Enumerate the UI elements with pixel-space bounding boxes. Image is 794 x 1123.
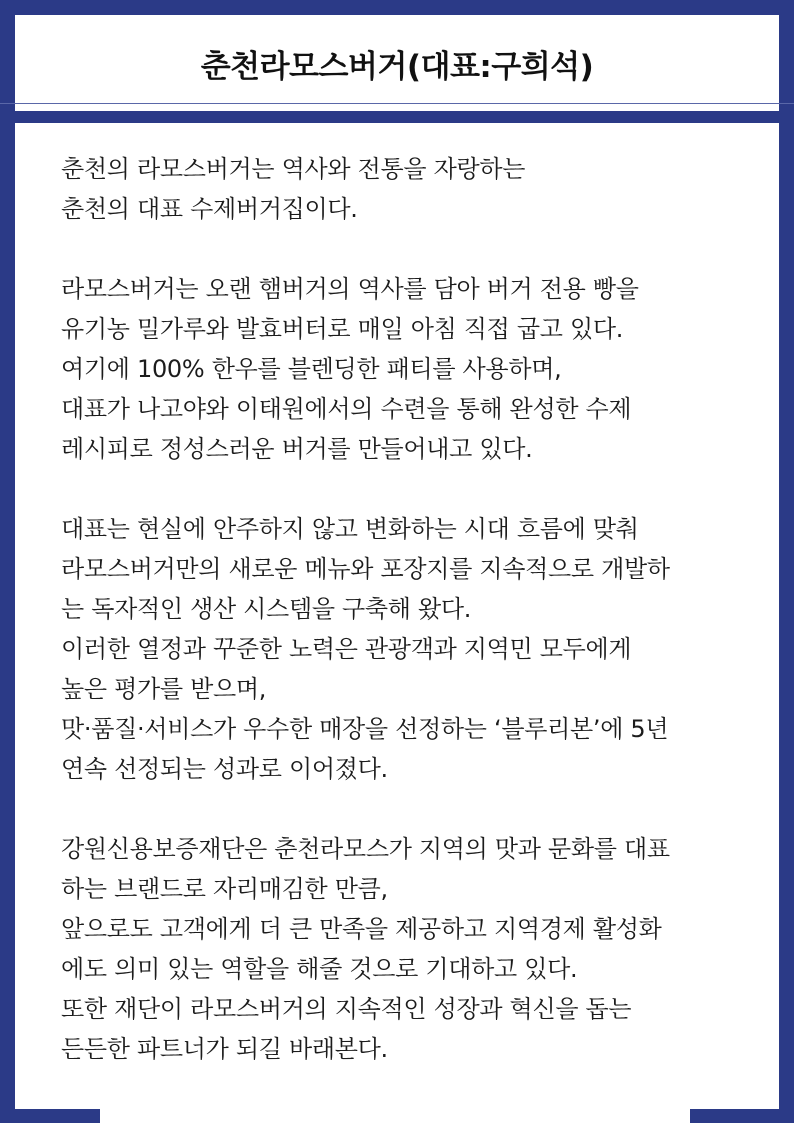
text-line: 대표가 나고야와 이태원에서의 수련을 통해 완성한 수제 (61, 395, 632, 423)
text-line: 하는 브랜드로 자리매김한 만큼, (61, 875, 388, 903)
paragraph-foundation (61, 829, 761, 1069)
text-line: 레시피로 정성스러운 버거를 만들어내고 있다. (61, 435, 533, 463)
text-line: 앞으로도 고객에게 더 큰 만족을 제공하고 지역경제 활성화 (61, 915, 662, 943)
text-line: 여기에 100% 한우를 블렌딩한 패티를 사용하며, (61, 355, 562, 383)
text-line: 이러한 열정과 꾸준한 노력은 관광객과 지역민 모두에게 (61, 635, 632, 663)
text-line: 연속 선정되는 성과로 이어졌다. (61, 755, 388, 783)
article-body (61, 149, 761, 1109)
text-line: 에도 의미 있는 역할을 해줄 것으로 기대하고 있다. (61, 955, 578, 983)
bottom-left-frame-tab (0, 1109, 100, 1123)
article-panel (15, 123, 779, 1123)
text-line: 대표는 현실에 안주하지 않고 변화하는 시대 흐름에 맞춰 (61, 515, 639, 543)
paragraph-intro (61, 149, 761, 229)
text-line: 라모스버거만의 새로운 메뉴와 포장지를 지속적으로 개발하 (61, 555, 670, 583)
text-line: 유기농 밀가루와 발효버터로 매일 아침 직접 굽고 있다. (61, 315, 624, 343)
paragraph-innovation (61, 509, 761, 789)
bottom-right-frame-tab (690, 1109, 794, 1123)
title-banner (15, 15, 779, 111)
page-title: 춘천라모스버거(대표:구희석) (200, 48, 594, 85)
text-line: 든든한 파트너가 되길 바래본다. (61, 1035, 388, 1063)
text-line: 라모스버거는 오랜 햄버거의 역사를 담아 버거 전용 빵을 (61, 275, 639, 303)
header-divider-line (0, 103, 794, 104)
text-line: 맛·품질·서비스가 우수한 매장을 선정하는 ‘블루리본’에 5년 (61, 715, 669, 743)
text-line: 강원신용보증재단은 춘천라모스가 지역의 맛과 문화를 대표 (61, 835, 670, 863)
text-line: 높은 평가를 받으며, (61, 675, 267, 703)
text-line: 는 독자적인 생산 시스템을 구축해 왔다. (61, 595, 472, 623)
text-line: 춘천의 대표 수제버거집이다. (61, 195, 358, 223)
text-line: 또한 재단이 라모스버거의 지속적인 성장과 혁신을 돕는 (61, 995, 632, 1023)
paragraph-bread-patty (61, 269, 761, 469)
text-line: 춘천의 라모스버거는 역사와 전통을 자랑하는 (61, 155, 526, 183)
